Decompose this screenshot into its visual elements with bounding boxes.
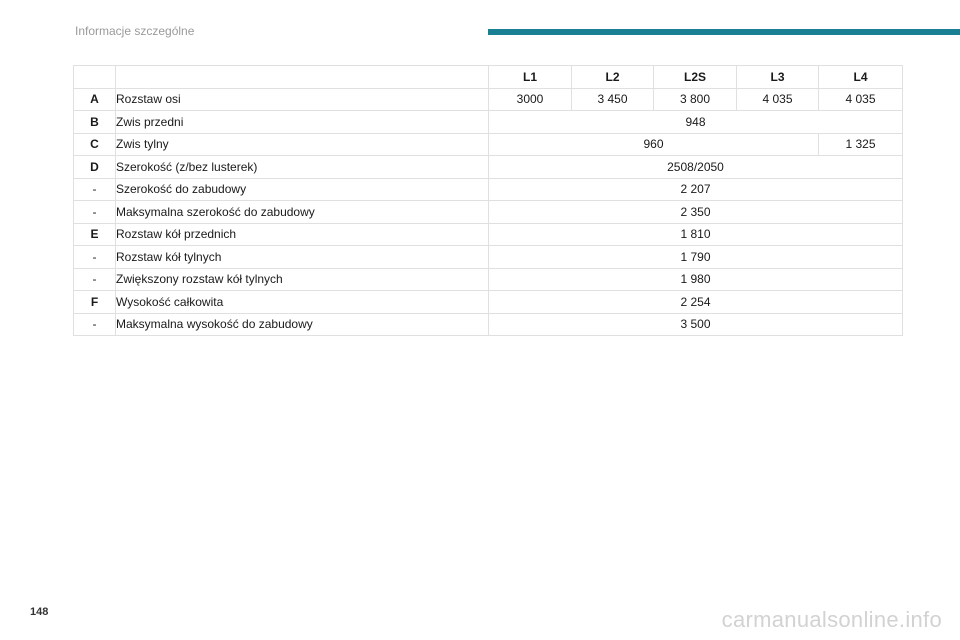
table-row — [74, 133, 903, 156]
row-label: Maksymalna wysokość do zabudowy — [116, 313, 489, 336]
page-number: 148 — [30, 606, 49, 618]
row-value: 2 254 — [489, 291, 903, 314]
row-label: Zwis tylny — [116, 133, 489, 156]
table-row — [74, 156, 903, 179]
row-value: 3 500 — [489, 313, 903, 336]
accent-bar — [488, 29, 960, 35]
row-value: 1 790 — [489, 246, 903, 269]
row-label: Zwiększony rozstaw kół tylnych — [116, 268, 489, 291]
table-row — [74, 268, 903, 291]
row-value: 1 325 — [819, 133, 903, 156]
row-value: 948 — [489, 111, 903, 134]
row-value: 960 — [489, 133, 819, 156]
row-key: - — [74, 268, 116, 291]
row-key: - — [74, 246, 116, 269]
table-row — [74, 201, 903, 224]
table-header-row — [74, 66, 903, 89]
row-key: F — [74, 291, 116, 314]
row-value: 3 800 — [654, 88, 737, 111]
section-title: Informacje szczególne — [75, 24, 195, 38]
row-label: Wysokość całkowita — [116, 291, 489, 314]
row-value: 4 035 — [737, 88, 819, 111]
header-empty-cell — [74, 66, 116, 89]
table-row — [74, 223, 903, 246]
column-header-l3: L3 — [737, 66, 819, 89]
column-header-l2s: L2S — [654, 66, 737, 89]
table-row — [74, 246, 903, 269]
row-label: Zwis przedni — [116, 111, 489, 134]
table-row — [74, 313, 903, 336]
row-value: 2 350 — [489, 201, 903, 224]
watermark: carmanualsonline.info — [721, 607, 942, 632]
row-label: Maksymalna szerokość do zabudowy — [116, 201, 489, 224]
header-empty-cell — [116, 66, 489, 89]
row-label: Rozstaw kół tylnych — [116, 246, 489, 269]
row-value: 4 035 — [819, 88, 903, 111]
row-label: Rozstaw kół przednich — [116, 223, 489, 246]
row-value: 2 207 — [489, 178, 903, 201]
row-key: A — [74, 88, 116, 111]
column-header-l1: L1 — [489, 66, 572, 89]
table-row — [74, 291, 903, 314]
row-label: Rozstaw osi — [116, 88, 489, 111]
row-value: 3000 — [489, 88, 572, 111]
row-key: - — [74, 178, 116, 201]
row-key: E — [74, 223, 116, 246]
row-key: B — [74, 111, 116, 134]
table-row — [74, 178, 903, 201]
row-key: - — [74, 201, 116, 224]
row-label: Szerokość do zabudowy — [116, 178, 489, 201]
column-header-l2: L2 — [572, 66, 654, 89]
dimensions-table — [73, 65, 903, 336]
row-value: 3 450 — [572, 88, 654, 111]
row-value: 2508/2050 — [489, 156, 903, 179]
row-label: Szerokość (z/bez lusterek) — [116, 156, 489, 179]
row-key: - — [74, 313, 116, 336]
row-value: 1 980 — [489, 268, 903, 291]
table-row — [74, 88, 903, 111]
table-row — [74, 111, 903, 134]
row-value: 1 810 — [489, 223, 903, 246]
row-key: C — [74, 133, 116, 156]
column-header-l4: L4 — [819, 66, 903, 89]
row-key: D — [74, 156, 116, 179]
